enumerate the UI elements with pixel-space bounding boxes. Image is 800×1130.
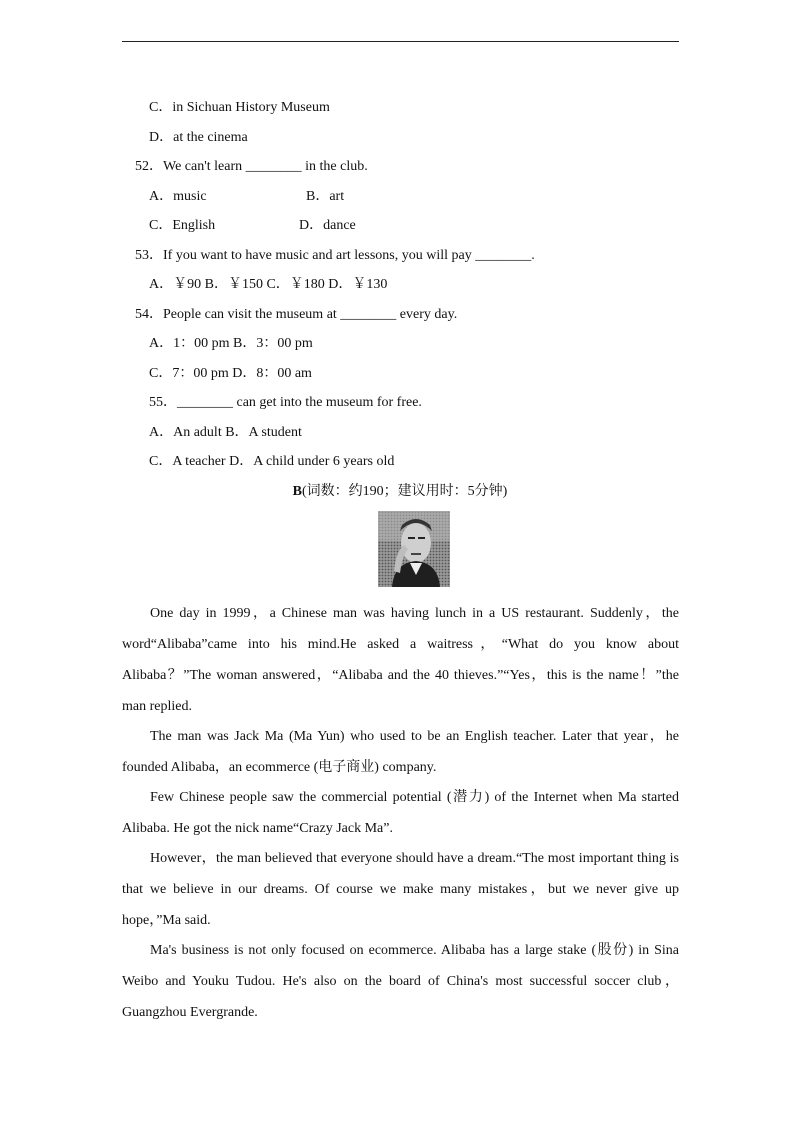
passage-paragraph-3: Few Chinese people saw the commercial potential (潜力) of the Internet when Ma started Alibaba. He got the nick name“Crazy Jack Ma”. [122,790,679,836]
options-54-row1: A．1：00 pm B．3：00 pm [149,336,313,351]
jack-ma-photo [378,511,450,587]
option-52-d: D．dance [299,218,356,233]
options-55-row1: A．An adult B．A student [149,425,302,440]
option-51-d: D．at the cinema [149,130,248,145]
passage-paragraph-4: However，the man believed that everyone should have a dream.“The most important thing is that we believe in our dreams. Of course we make many mistakes，but we never give up hope，”Ma said. [122,851,679,928]
passage-paragraph-2: The man was Jack Ma (Ma Yun) who used to be an English teacher. Later that year，he founded Alibaba，an ecommerce (电子商业) company. [122,729,679,775]
option-51-c: C．in Sichuan History Museum [149,100,330,115]
question-55-stem: 55．________ can get into the museum for free. [149,395,422,410]
options-55-row2: C．A teacher D．A child under 6 years old [149,454,395,469]
passage-paragraph-5: Ma's business is not only focused on ecommerce. Alibaba has a large stake (股份) in Sina Weibo and Youku Tudou. He's also on the board of China's most successful soccer club，Guangzhou Evergrande. [122,943,679,1020]
option-52-b: B．art [306,189,345,204]
question-53-stem: 53．If you want to have music and art lessons, you will pay ________. [135,248,535,263]
option-52-a: A．music [149,189,207,204]
section-heading [0,483,800,501]
section-label: B [292,484,302,499]
header-rule [122,41,679,42]
question-54-stem: 54．People can visit the museum at ________ every day. [135,307,458,322]
question-52-stem: 52．We can't learn ________ in the club. [135,159,368,174]
option-52-c: C．English [149,218,216,233]
section-info: (词数：约190；建议用时：5分钟) [302,484,508,499]
passage-paragraph-1: One day in 1999，a Chinese man was having lunch in a US restaurant. Suddenly，the word“Alibaba”came into his mind.He asked a waitress，“What do you know about Alibaba？”The woman answered，“Alibaba and the 40 thieves.”“Yes，this is the name！”the man replied. [122,606,679,714]
options-53: A．￥90 B．￥150 C．￥180 D．￥130 [149,277,388,292]
options-54-row2: C．7：00 pm D．8：00 am [149,366,312,381]
